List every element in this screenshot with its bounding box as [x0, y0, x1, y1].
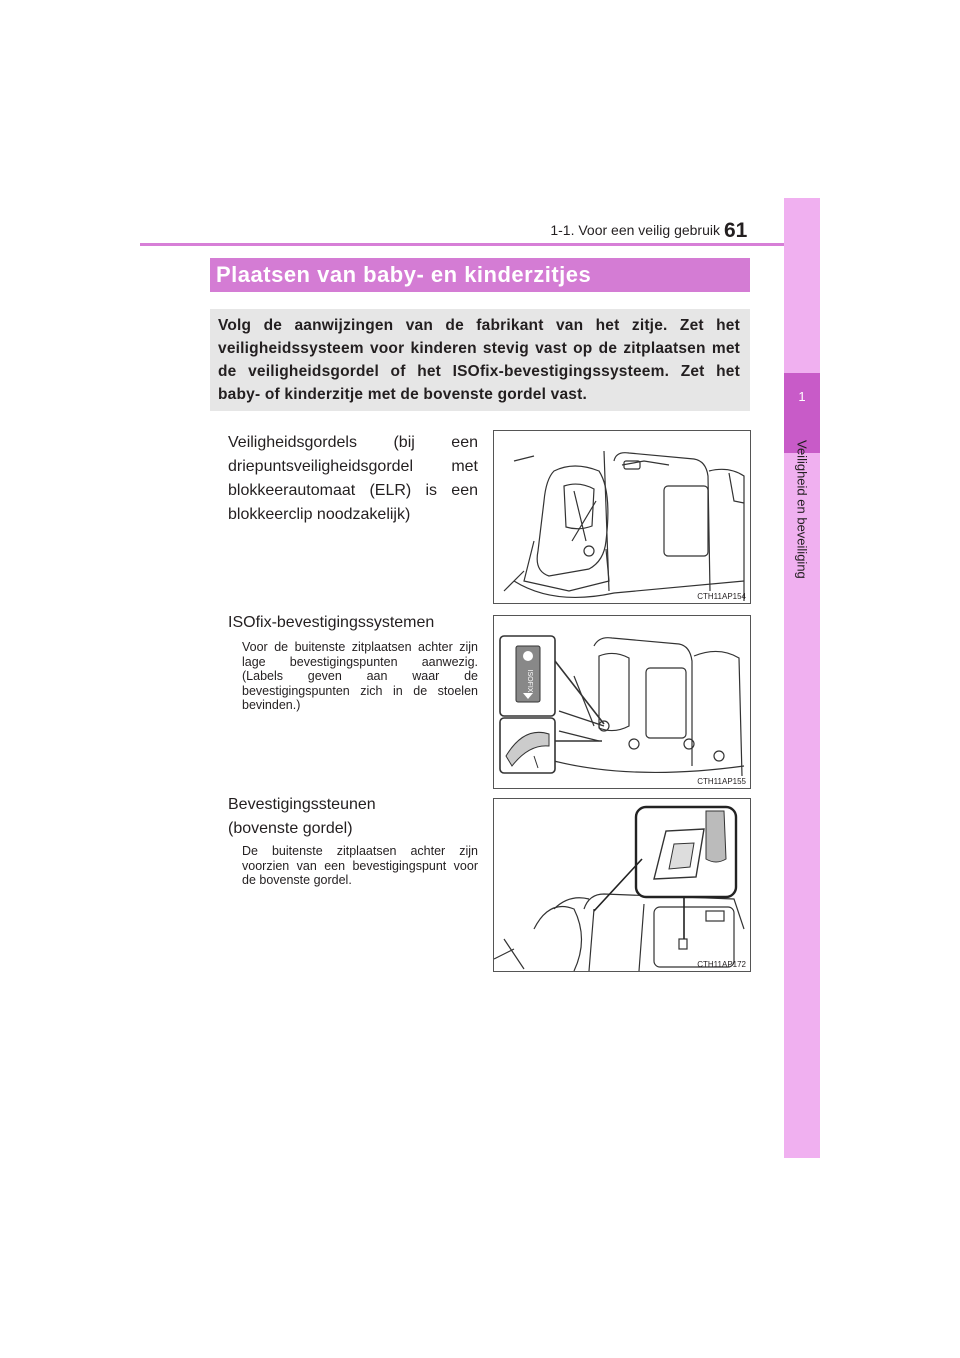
item-3-description: De buitenste zitplaatsen achter zijn voorzien van een bevestigingspunt voor de bovenste gordel. — [242, 844, 478, 887]
chapter-side-tab — [784, 198, 820, 1158]
header-rule — [140, 243, 820, 246]
intro-text: Volg de aanwijzingen van de fabrikant van het zitje. Zet het veiligheidssysteem voor kinderen stevig vast op de zitplaatsen met de veiligheidsgordel of het ISOfix-bevestigingssysteem. Zet het baby- of kinderzitje met de bovenste gordel vast. — [218, 317, 740, 403]
top-tether-anchor-illustration — [494, 799, 750, 971]
item-1-title: Veiligheidsgordels (bij een driepuntsveiligheidsgordel met blokkeerautomaat (ELR) is een blokkeerclip noodzakelijk) — [228, 434, 478, 523]
chapter-label-text: Veiligheid en beveiliging — [794, 440, 810, 579]
chapter-number: 1 — [798, 389, 806, 404]
section-header: 1-1. Voor een veilig gebruik — [550, 222, 720, 238]
figure-top-tether — [493, 798, 751, 972]
figure-code-3: CTH11AP172 — [697, 960, 746, 969]
chapter-label — [784, 440, 820, 640]
item-3-title: Bevestigingssteunen (bovenste gordel) — [228, 796, 376, 837]
figure-child-seat-belt — [493, 430, 751, 604]
isofix-label: ISOFIX — [526, 669, 533, 693]
isofix-anchor-illustration — [494, 616, 750, 788]
figure-code-1: CTH11AP154 — [697, 592, 746, 601]
page-number: 61 — [724, 219, 748, 242]
item-2-description: Voor de buitenste zitplaatsen achter zijn lage bevestigingspunten aanwezig. (Labels geven aan waar de bevestigingspunten zich in de stoelen bevinden.) — [242, 640, 478, 712]
section-title: Plaatsen van baby- en kinderzitjes — [216, 262, 592, 287]
figure-code-2: CTH11AP155 — [697, 777, 746, 786]
item-2-title: ISOfix-bevestigingssystemen — [228, 614, 435, 631]
figure-isofix — [493, 615, 751, 789]
child-seat-seatbelt-illustration — [494, 431, 750, 603]
